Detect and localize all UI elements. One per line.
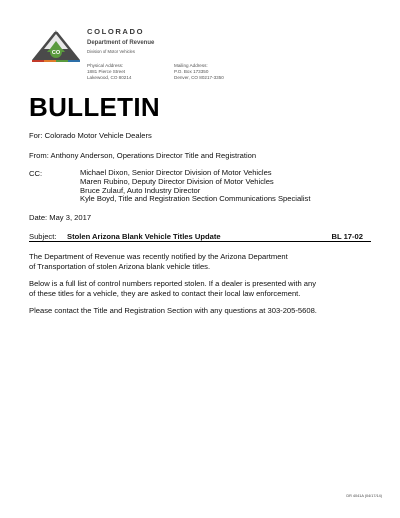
colorado-logo (30, 26, 82, 64)
cc-item: Michael Dixon, Senior Director Division of Motor Vehicles (80, 168, 272, 177)
paragraph-notification: The Department of Revenue was recently notified by the Arizona Department of Transportation of stolen Arizona blank vehicle titles. (29, 252, 288, 271)
form-number: DR 4041A (04/17/14) (346, 494, 382, 498)
cc-item: Bruce Zulauf, Auto Industry Director (80, 185, 201, 195)
cc-list (80, 169, 310, 204)
subject-label: Subject: (29, 232, 57, 241)
logo-text: CDOR (50, 28, 62, 33)
subject-title: Stolen Arizona Blank Vehicle Titles Update (67, 232, 221, 241)
state-name: COLORADO (87, 27, 145, 36)
physical-address: Physical Address: 1881 Pierce Street Lakewood, CO 80214 (87, 63, 132, 80)
department-brand (87, 27, 154, 54)
subject-row (29, 232, 371, 242)
logo-badge: CO (51, 50, 61, 56)
cc-label: CC: (29, 169, 43, 178)
paragraph-contact: Please contact the Title and Registration Section with any questions at 303-205-5608. (29, 306, 317, 315)
for-line: For: Colorado Motor Vehicle Dealers (29, 131, 152, 140)
paragraph-control-numbers: Below is a full list of control numbers reported stolen. If a dealer is presented with any of these titles for a vehicle, they are asked to contact their local law enforcement. (29, 279, 317, 298)
division-name: Division of Motor Vehicles (87, 49, 135, 54)
date-line: Date: May 3, 2017 (29, 213, 92, 222)
bulletin-title: BULLETIN (29, 92, 160, 122)
mailing-address: Mailing Address: P.O. Box 173350 Denver, CO 80217-3350 (174, 63, 224, 80)
department-name: Department of Revenue (87, 40, 155, 46)
from-line: From: Anthony Anderson, Operations Director Title and Registration (29, 151, 257, 160)
subject-rule (29, 241, 371, 242)
cc-item: Maren Rubino, Deputy Director Division of Motor Vehicles (80, 176, 274, 186)
bulletin-number: BL 17-02 (331, 232, 363, 241)
cc-item: Kyle Boyd, Title and Registration Section Communications Specialist (80, 194, 311, 204)
